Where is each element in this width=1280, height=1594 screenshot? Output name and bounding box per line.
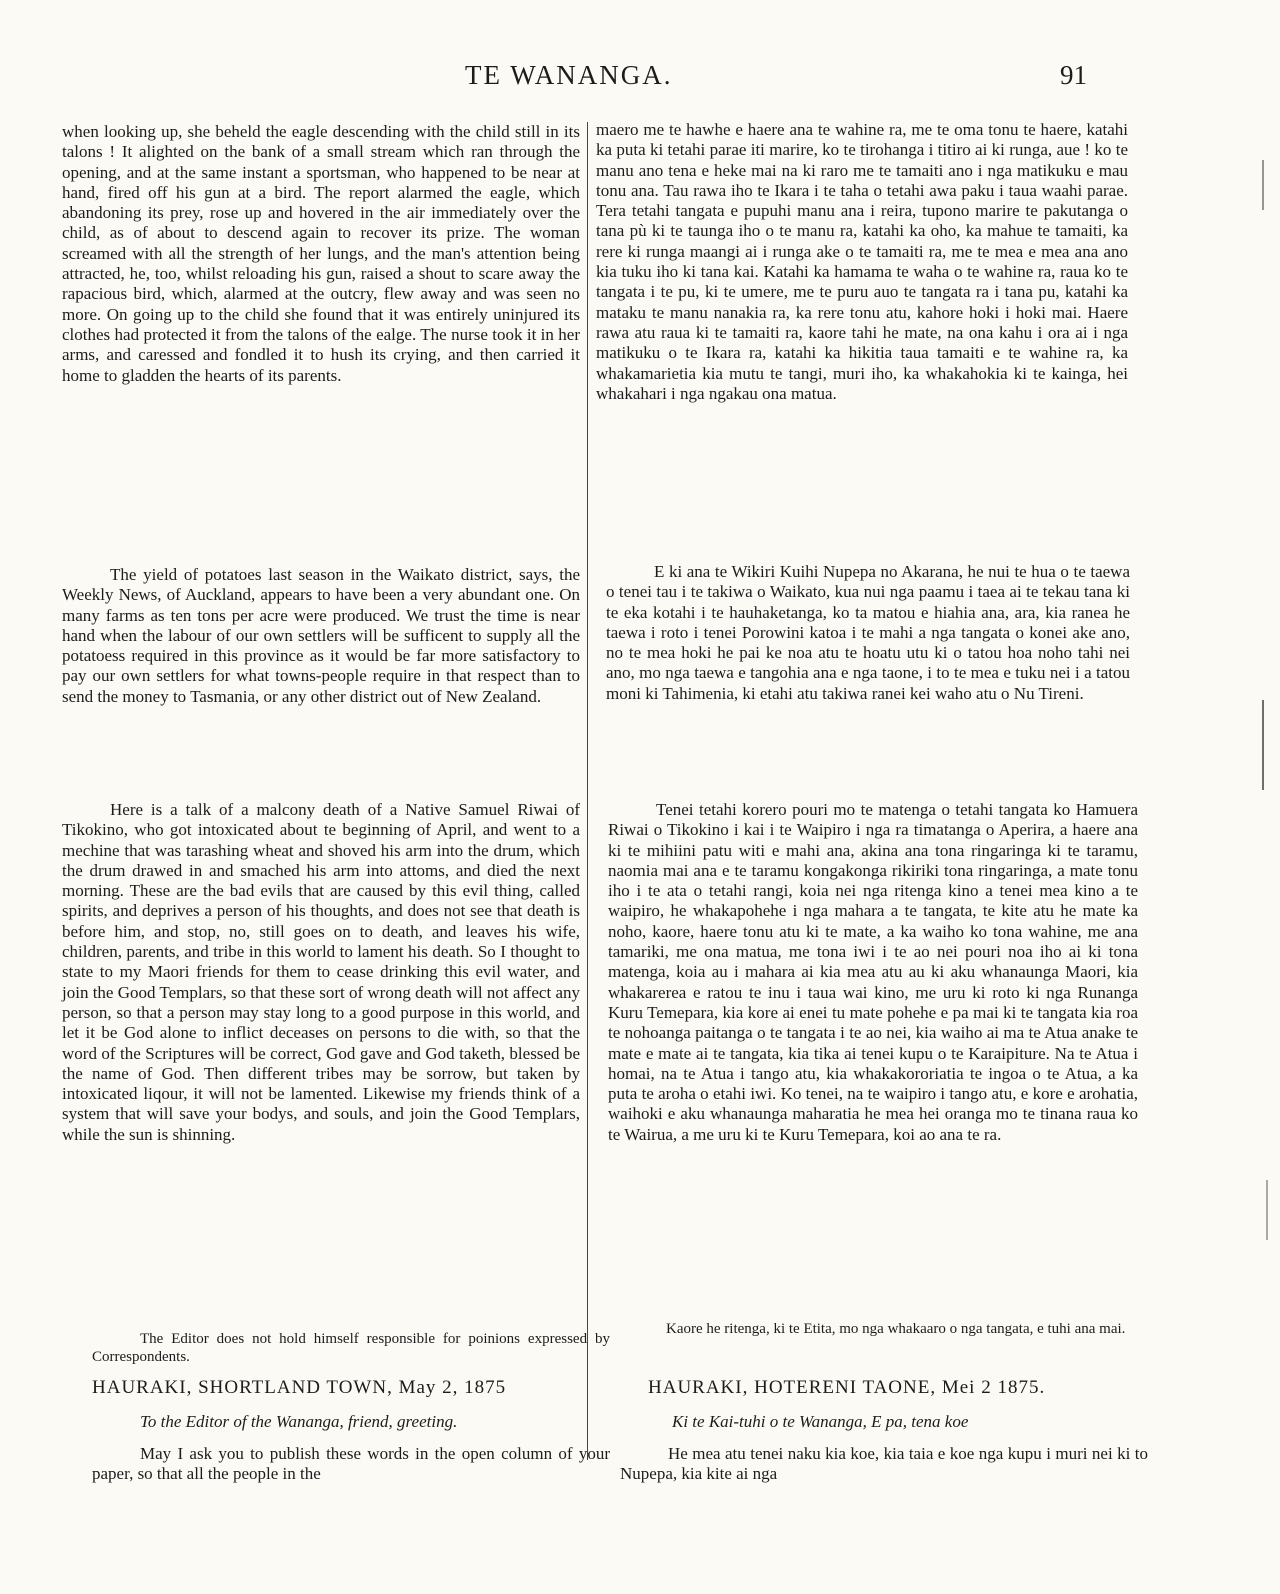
english-editor-note [92,1330,610,1366]
paragraph: Here is a talk of a malcony death of a Native Samuel Riwai of Tikokino, who got intoxicated about te beginning of April, and went to a mechine that was tarashing wheat and shoved his arm into the drum, which the drum drawed in and smached his arm into attoms, and died the next morning. These are the bad evils that are caused by this evil thing, called spirits, and deprives a person of his thoughts, and does not see that death is before him, and stop, no, still goes on to death, and leaves his wife, children, parents, and tribe in this world to lament his death. So I thought to state to my Maori friends for them to cease drinking this evil water, and join the Good Templars, so that these sort of wrong death will not affect any person, so that a person may stay long to a good purpose in this world, and let it be God alone to inflict deceases on persons to die with, so that the word of the Scriptures will be correct, God gave and God taketh, blessed be the name of God. Then different tribes may be sorrow, but taken by intoxicated liqour, it will not be lamented. Likewise my friends think of a system that will save your bodys, and souls, and join the Good Templars, while the sun is shinning. [62,800,580,1144]
paragraph: E ki ana te Wikiri Kuihi Nupepa no Akarana, he nui te hua o te taewa o tenei tau i te takiwa o Waikato, kua nui nga paamu i taea ai te tekau tana ki te eka kotahi i te hauhaketanga, ko ta matou e hiahia ana, ara, kia ranea he taewa i roto i tenei Porowini katoa i te mahi a nga tangata o konei ake ano, no te mea hoki he pai ke noa atu te hoatu utu ki o tatou hoa noho tahi nei ano, mo nga taewa e tangohia ana e nga taone, i to te mea e tuku nei i a tatou moni ki Tahimenia, ki etahi atu takiwa ranei kei waho atu o Nu Tireni. [606,562,1130,703]
paragraph: The yield of potatoes last season in the Waikato district, says, the Weekly News, of Auckland, appears to have been a very abundant one. On many farms as ten tons per acre were produced. We trust the time is near hand when the labour of our own settlers will be sufficent to supply all the potatoess required in this province as it would be far more satisfactory to pay our own settlers for what towns-people require in that respect than to send the money to Tasmania, or any other district out of New Zealand. [62,565,580,706]
english-place-date: HAURAKI, SHORTLAND TOWN, May 2, 1875 [92,1377,507,1398]
newspaper-title: TE WANANGA. [465,60,673,90]
paragraph: The Editor does not hold himself responsible for poinions expressed by Correspondents. [92,1331,610,1365]
scan-edge-mark [1266,1180,1268,1240]
maori-eagle-story [596,120,1128,404]
page-number: 91 [1060,60,1087,90]
paragraph: He mea atu tenei naku kia koe, kia taia e koe nga kupu i muri nei ki to Nupepa, kia kite ai nga [620,1444,1148,1484]
maori-potatoes-article [606,562,1130,704]
maori-letter [620,1444,1148,1485]
column-divider [587,122,588,1460]
english-letter [92,1444,610,1485]
maori-place-date: HAURAKI, HOTERENI TAONE, Mei 2 1875. [648,1377,1046,1398]
maori-editor-note [618,1320,1138,1338]
english-eagle-story [62,122,580,386]
english-death-letter [62,800,580,1145]
paragraph: when looking up, she beheld the eagle descending with the child still in its talons ! It alighted on the bank of a small stream which ran through the opening, and at the same instant a sportsman, who happened to be near at hand, fired off his gun at a bird. The report alarmed the eagle, which abandoning its prey, rose up and hovered in the air immediately over the child, as of about to descend again to recover its prize. The woman screamed with all the strength of her lungs, and the man's attention being attracted, he, too, whilst reloading his gun, raised a shout to scare away the rapacious bird, which, alarmed at the outcry, flew away and was seen no more. On going up to the child she found that it was entirely uninjured its clothes had protected it from the talons of the ealge. The nurse took it in her arms, and caressed and fondled it to hush its crying, and then carried it home to gladden the hearts of its parents. [62,122,580,385]
english-potatoes-article [62,565,580,707]
paragraph: maero me te hawhe e haere ana te wahine ra, me te oma tonu te haere, katahi ka puta ki tetahi parae iti marire, ko te tirohanga i titiro ai ki runga, aue ! ko te manu ano tena e heke mai na ki raro me te tamaiti ano i nga matikuku e mau tonu ana. Tau rawa iho te Ikara i te taha o tetahi awa paku i taua waahi parae. Tera tetahi tangata e pupuhi manu ana i reira, tupono marire te pakutanga o tana pù ki te taunga iho o te manu ra, katahi ka oho, ka mahue te tamaiti, ka rere ki runga maangi ai i runga ake o te tamaiti ra, me te mea e mea ana ano kia tuku iho ki tana kai. Katahi ka hamama te waha o te wahine ra, raua ko te tangata i te pu, ki te umere, me te puru auo te tangata ra i tana pu, katahi ka mataku te manu nanakia ra, ka rere tonu atu, kahore hoki i hoki mai. Haere rawa atu raua ki te tamaiti ra, kaore tahi he mate, na ona kahu i ora ai i nga matikuku o te Ikara ra, katahi ka hikitia taua tamaiti e te wahine ra, ka whakamarietia kia mutu te tangi, muri iho, ka whakahokia ki te kainga, hei whakahari i nga ngakau ona matua. [596,120,1128,403]
maori-death-letter [608,800,1138,1145]
paragraph: Tenei tetahi korero pouri mo te matenga o tetahi tangata ko Hamuera Riwai o Tikokino i kai i te Waipiro i nga ra timatanga o Aperira, a haere ana ki te mihiini patu witi e mahi ana, akina ana tona ringaringa ki te taramu, naomia mai ana e te taramu kongakonga rikiriki tona ringaringa, a mate tonu iho i te ata o tetahi rangi, koia nei nga ritenga kino a tenei mea kino a te waipiro, he whakapohehe i nga mahara a te tangata, te kite atu he mate ka noho, kaore, haere tonu atu ki te mate, a ka waiho ko tona wahine, me ana tamariki, me ona matua, me tona iwi i te ao nei pouri noa iho ai ki tona matenga, koia au i mahara ai kia mea atu au ki aku whanaunga Maori, kia whakarerea e ratou te inu i taua wai kino, me uru ki roto ki nga Runanga Kuru Temepara, kia kore ai enei tu mate pohehe e pa mai ki te tangata kia roa te nohoanga paitanga o te tangata i te ao nei, kia waiho ai ma te Atua anake te mate e mate ai te tangata, kia tika ai tenei kupu o te Karaipiture. Na te Atua i homai, na te Atua i tango atu, kia whakakororiatia te ingoa o te Atua, a ka puta te aroha o etahi iwi. Ko tenei, na te waipiro i tango atu, e kore e arohatia, waihoki e aku whanaunga maharatia he mea hei oranga mo te tinana raua ko te Wairua, a me uru ki te Kuru Temepara, koi ao ana te ra. [608,800,1138,1144]
scan-edge-mark [1262,700,1264,790]
scan-edge-mark [1262,160,1264,210]
maori-greeting: Ki te Kai-tuhi o te Wananga, E pa, tena koe [672,1412,969,1431]
paragraph: Kaore he ritenga, ki te Etita, mo nga whakaaro o nga tangata, e tuhi ana mai. [666,1321,1126,1337]
page-header [0,60,1280,100]
english-greeting: To the Editor of the Wananga, friend, greeting. [140,1412,458,1431]
paragraph: May I ask you to publish these words in the open column of your paper, so that all the people in the [92,1444,610,1484]
